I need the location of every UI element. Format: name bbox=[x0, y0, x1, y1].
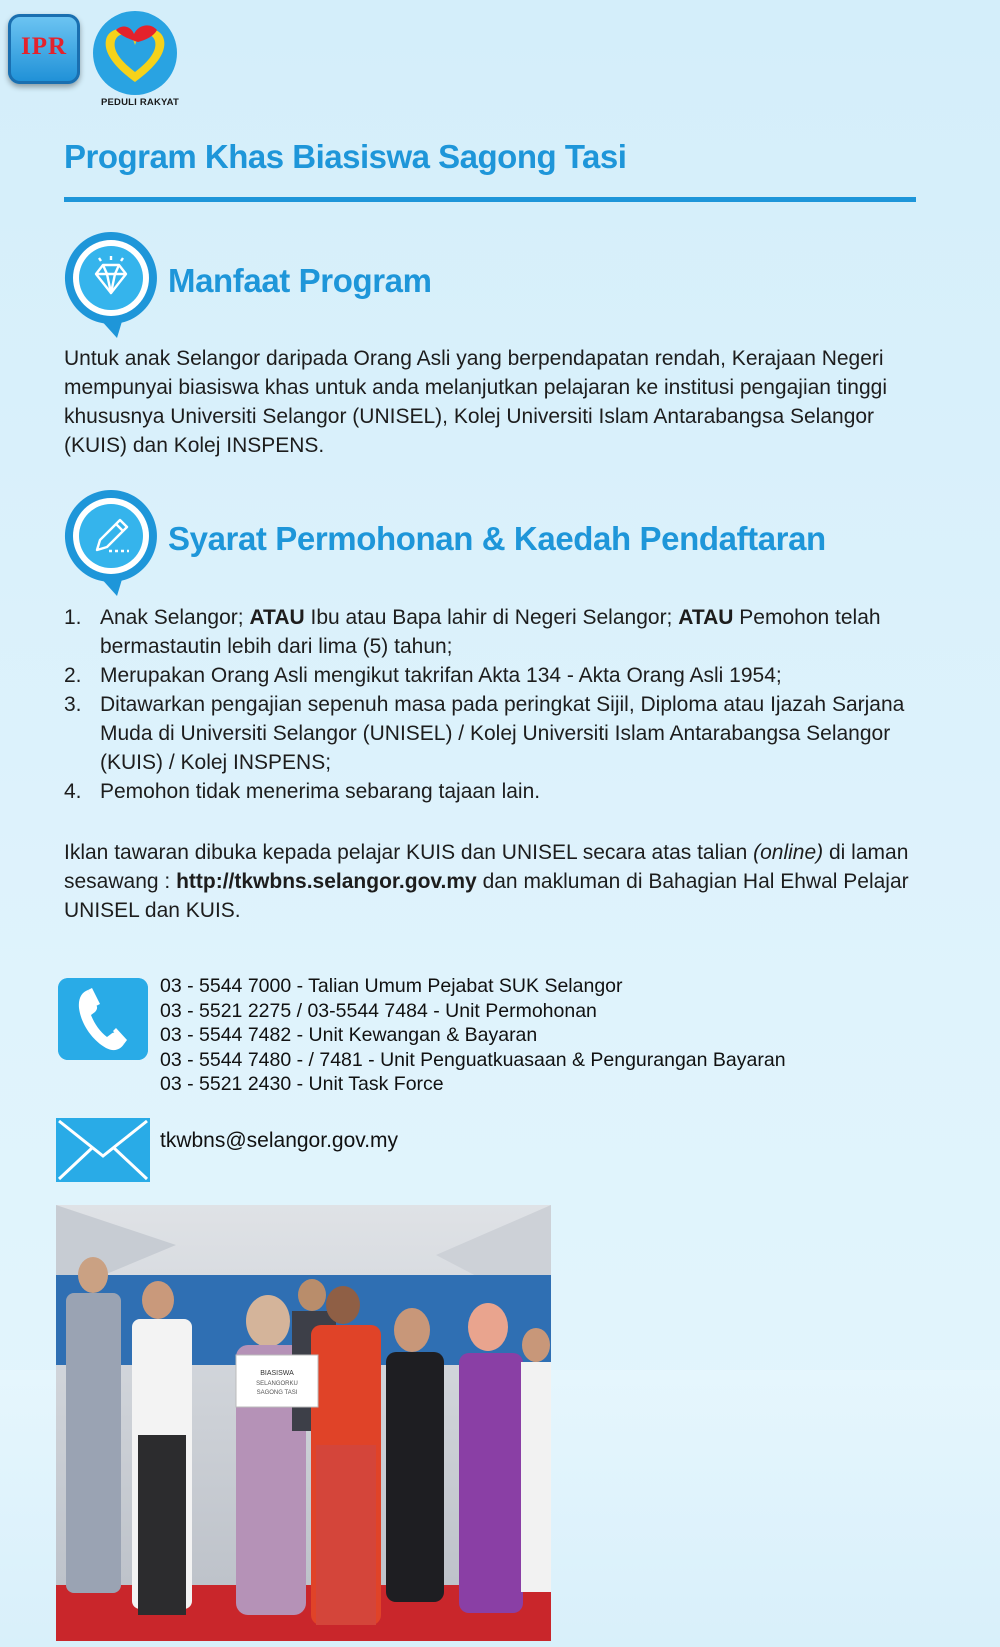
syarat-heading: Syarat Permohonan & Kaedah Pendaftaran bbox=[168, 520, 826, 557]
ipr-logo bbox=[8, 14, 80, 84]
page-title: Program Khas Biasiswa Sagong Tasi bbox=[64, 138, 627, 175]
title-divider bbox=[64, 197, 916, 202]
list-item: 2. Merupakan Orang Asli mengikut takrifan Akta 134 - Akta Orang Asli 1954; bbox=[64, 664, 782, 687]
diamond-icon bbox=[63, 230, 159, 340]
certificate-text: SELANGORKU bbox=[256, 1381, 298, 1387]
peduli-rakyat-caption: PEDULI RAKYAT bbox=[100, 97, 180, 108]
ipr-logo-text: IPR bbox=[20, 33, 68, 60]
application-note: Iklan tawaran dibuka kepada pelajar KUIS dan UNISEL secara atas talian (online) di laman sesawang : http://tkwbns.selangor.gov.my dan makluman di Bahagian Hal Ehwal Pelajar UNISEL dan KUIS. bbox=[64, 841, 909, 922]
phone-icon bbox=[58, 978, 148, 1060]
list-item: 3. Ditawarkan pengajian sepenuh masa pada peringkat Sijil, Diploma atau Ijazah Sarjana Muda di Universiti Selangor (UNISEL) / Kolej Universiti Islam Antarabangsa Selangor (KUIS) / Kolej INSPENS; bbox=[64, 693, 905, 774]
certificate-text: SAGONG TASI bbox=[256, 1390, 298, 1396]
manfaat-body: Untuk anak Selangor daripada Orang Asli yang berpendapatan rendah, Kerajaan Negeri mempunyai biasiswa khas untuk anda melanjutkan pelajaran ke institusi pengajian tinggi khususnya Universiti Selangor (UNISEL), Kolej Universiti Islam Antarabangsa Selangor (KUIS) dan Kolej INSPENS. bbox=[64, 347, 887, 457]
certificate-text: BIASISWA bbox=[260, 1370, 294, 1377]
manfaat-heading: Manfaat Program bbox=[168, 262, 432, 299]
phone-line: 03 - 5544 7482 - Unit Kewangan & Bayaran bbox=[160, 1024, 538, 1046]
phone-line: 03 - 5544 7000 - Talian Umum Pejabat SUK Selangor bbox=[160, 975, 623, 997]
phone-list bbox=[160, 974, 1000, 1097]
envelope-icon bbox=[56, 1118, 150, 1182]
ceremony-photo bbox=[56, 1205, 551, 1641]
phone-line: 03 - 5521 2430 - Unit Task Force bbox=[160, 1073, 444, 1095]
phone-line: 03 - 5521 2275 / 03-5544 7484 - Unit Permohonan bbox=[160, 999, 597, 1022]
website-link[interactable]: http://tkwbns.selangor.gov.my bbox=[176, 870, 477, 893]
list-item: 4. Pemohon tidak menerima sebarang tajaan lain. bbox=[64, 780, 541, 803]
peduli-rakyat-heart-logo bbox=[92, 10, 178, 96]
email-link[interactable]: tkwbns@selangor.gov.my bbox=[160, 1129, 399, 1152]
phone-line: 03 - 5544 7480 - / 7481 - Unit Penguatkuasaan & Pengurangan Bayaran bbox=[160, 1048, 786, 1071]
requirements-list bbox=[64, 603, 924, 806]
list-item: 1. Anak Selangor; ATAU Ibu atau Bapa lahir di Negeri Selangor; ATAU Pemohon telah bermastautin lebih dari lima (5) tahun; bbox=[64, 606, 881, 658]
pencil-icon bbox=[63, 488, 159, 598]
